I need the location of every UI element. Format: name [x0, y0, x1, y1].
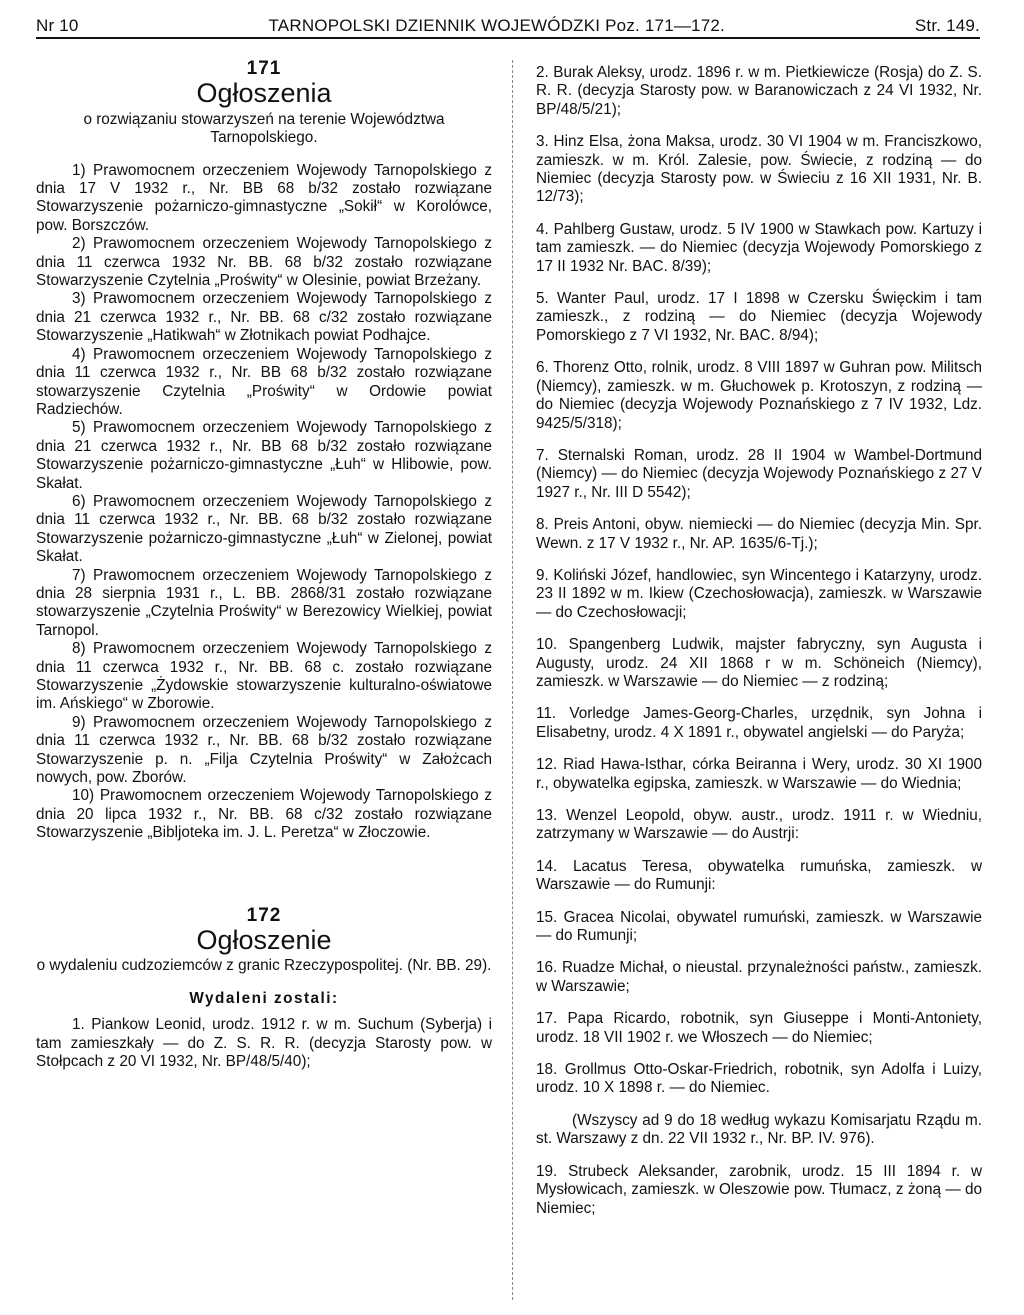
notice-paragraph: 5) Prawomocnem orzeczeniem Wojewody Tarnopolskiego z dnia 21 czerwca 1932 r., Nr. BB 68 b/32 zostało rozwiązane Stowarzyszenie pożarniczo-gimnastyczne „Łuh“ w Hlibowie, pow. Skałat. — [36, 419, 492, 492]
section-subtitle-172: o wydaleniu cudzoziemców z granic Rzeczypospolitej. (Nr. BB. 29). — [36, 957, 492, 975]
expelled-item: 8. Preis Antoni, obyw. niemiecki — do Niemiec (decyzja Min. Spr. Wewn. z 17 V 1932 r., Nr. AP. 1635/6-Tj.); — [536, 516, 982, 552]
notice-paragraph: 7) Prawomocnem orzeczeniem Wojewody Tarnopolskiego z dnia 28 sierpnia 1931 r., L. BB. 2868/31 zostało rozwiązane stowarzyszenie „Czytelnia Proświty“ w Berezowicy Wielkiej, powiat Tarnopol. — [36, 566, 492, 639]
column-divider — [512, 60, 513, 1300]
notice-paragraph: 8) Prawomocnem orzeczeniem Wojewody Tarnopolskiego z dnia 11 czerwca 1932 r., Nr. BB. 68 c. zostało rozwiązane Stowarzyszenie „Żydowskie stowarzyszenie kulturalno-oświatowe im. Ańskiego“ w Zborowie. — [36, 640, 492, 713]
notice-paragraph: 4) Prawomocnem orzeczeniem Wojewody Tarnopolskiego z dnia 11 czerwca 1932 r., Nr. BB 68 b/32 zostało rozwiązane stowarzyszenie Czytelnia „Proświty“ w Ordowie powiat Radziechów. — [36, 345, 492, 418]
expelled-item: 5. Wanter Paul, urodz. 17 I 1898 w Czersku Święckim i tam zamieszk., z rodziną — do Niemiec (decyzja Wojewody Pomorskiego z 7 VI 1932, Nr. BAC. 8/94); — [536, 290, 982, 344]
expelled-item: 3. Hinz Elsa, żona Maksa, urodz. 30 VI 1904 w m. Franciszkowo, zamieszk. w m. Król. Zalesie, pow. Świecie, z rodziną — do Niemiec (decyzja Starosty pow. w Świeciu z 16 XII 1931, Nr. B. 12/73); — [536, 133, 982, 206]
expelled-item: 14. Lacatus Teresa, obywatelka rumuńska, zamieszk. w Warszawie — do Rumunji: — [536, 857, 982, 894]
page-number: Str. 149. — [914, 16, 980, 35]
left-column — [36, 60, 492, 1072]
journal-title: TARNOPOLSKI DZIENNIK WOJEWÓDZKI Poz. 171—172. — [268, 16, 725, 35]
right-column — [536, 64, 982, 1232]
expelled-item: 9. Koliński Józef, handlowiec, syn Wincentego i Katarzyny, urodz. 23 II 1892 w m. Ikiew (Czechosłowacja), zamieszk. w Warszawie — do Czechosłowacji; — [536, 566, 982, 621]
expelled-item: 1. Piankow Leonid, urodz. 1912 r. w m. Suchum (Syberja) i tam zamieszkały — do Z. S. R. R. (decyzja Starosty pow. w Stołpcach z 20 VI 1932, Nr. BP/48/5/40); — [36, 1016, 492, 1071]
expelled-item: 7. Sternalski Roman, urodz. 28 II 1904 w Wambel-Dortmund (Niemcy) — do Niemiec (decyzja Wojewody Poznańskiego z 27 V 1927 r., Nr. III D 5542); — [536, 446, 982, 501]
notice-paragraph: 6) Prawomocnem orzeczeniem Wojewody Tarnopolskiego z dnia 11 czerwca 1932 r., Nr. BB. 68 b/32 zostało rozwiązane Stowarzyszenie pożarniczo-gimnastyczne „Łuh“ w Zielonej, powiat Skałat. — [36, 492, 492, 566]
expelled-item: 12. Riad Hawa-Isthar, córka Beiranna i Wery, urodz. 30 XI 1900 r., obywatelka egipska, zamieszk. w Warszawie — do Wiednia; — [536, 756, 982, 792]
page-header — [36, 16, 980, 42]
expelled-item: 13. Wenzel Leopold, obyw. austr., urodz. 1911 r. w Wiedniu, zatrzymany w Warszawie — do Austrji: — [536, 807, 982, 843]
expelled-item: 2. Burak Aleksy, urodz. 1896 r. w m. Pietkiewicze (Rosja) do Z. S. R. R. (decyzja Starosty pow. w Baranowiczach z 24 VI 1932, Nr. BP/48/5/21); — [536, 64, 982, 118]
section-subtitle-171: o rozwiązaniu stowarzyszeń na terenie Województwa Tarnopolskiego. — [83, 110, 445, 147]
expelled-item: 19. Strubeck Aleksander, zarobnik, urodz. 15 III 1894 r. w Mysłowicach, zamieszk. w Oleszowie pow. Tłumacz, z żoną — do Niemiec; — [536, 1162, 982, 1217]
notice-paragraph: 3) Prawomocnem orzeczeniem Wojewody Tarnopolskiego z dnia 21 czerwca 1932 r., Nr. BB. 68 c/32 zostało rozwiązane Stowarzyszenie „Hatikwah“ w Złotnikach powiat Podhajce. — [36, 290, 492, 345]
section-title-171: Ogłoszenia — [196, 78, 332, 109]
expelled-item: 18. Grollmus Otto-Oskar-Friedrich, robotnik, syn Adolfa i Luizy, urodz. 10 X 1898 r. — do Niemiec. — [536, 1061, 982, 1097]
notice-paragraph: 1) Prawomocnem orzeczeniem Wojewody Tarnopolskiego z dnia 17 V 1932 r., Nr. BB 68 b/32 zostało rozwiązane Stowarzyszenie pożarniczo-gimnastyczne „Sokił“ w Korolówce, pow. Borszczów. — [36, 161, 492, 234]
expelled-item: 11. Vorledge James-Georg-Charles, urzędnik, syn Johna i Elisabetny, urodz. 4 X 1891 r., obywatel angielski — do Paryża; — [536, 705, 982, 741]
decision-note: (Wszyscy ad 9 do 18 według wykazu Komisarjatu Rządu m. st. Warszawy z dn. 22 VII 1932 r., Nr. BP. IV. 976). — [536, 1111, 982, 1148]
section-gap — [36, 843, 492, 907]
section-number-172: 172 — [246, 904, 282, 926]
header-rule — [36, 37, 980, 39]
notice-paragraph: 9) Prawomocnem orzeczeniem Wojewody Tarnopolskiego z dnia 11 czerwca 1932 r., Nr. BB. 68 b/32 zostało rozwiązane Stowarzyszenie p. n. „Filja Czytelnia Proświty“ w Założcach nowych, pow. Zborów. — [36, 713, 492, 787]
notice-paragraph: 10) Prawomocnem orzeczeniem Wojewody Tarnopolskiego z dnia 20 lipca 1932 r., Nr. BB. 68 c/32 zostało rozwiązane Stowarzyszenie „Bibljoteka im. J. L. Peretza“ w Złoczowie. — [36, 787, 492, 842]
notice-paragraph: 2) Prawomocnem orzeczeniem Wojewody Tarnopolskiego z dnia 11 czerwca 1932 Nr. BB. 68 b/32 zostało rozwiązane Stowarzyszenie Czytelnia „Proświty“ w Olesinie, powiat Brzeżany. — [36, 235, 492, 290]
expelled-item: 6. Thorenz Otto, rolnik, urodz. 8 VIII 1897 w Guhran pow. Militsch (Niemcy), zamieszk. w m. Głuchowek p. Krotoszyn, z rodziną — do Niemiec (decyzja Wojewody Poznańskiego z 7 IV 1932, Ldz. 9425/5/318); — [536, 359, 982, 432]
expelled-item: 4. Pahlberg Gustaw, urodz. 5 IV 1900 w Stawkach pow. Kartuzy i tam zamieszk. — do Niemiec (decyzja Wojewody Pomorskiego z 17 II 1932 Nr. BAC. 8/39); — [536, 220, 982, 275]
issue-number: Nr 10 — [36, 16, 79, 35]
section-number-171: 171 — [246, 58, 282, 79]
section-title-172: Ogłoszenie — [196, 925, 332, 956]
expelled-item: 15. Gracea Nicolai, obywatel rumuński, zamieszk. w Warszawie — do Rumunji; — [536, 908, 982, 945]
expelled-heading: Wydaleni zostali: — [189, 989, 339, 1007]
expelled-item: 10. Spangenberg Ludwik, majster fabryczny, syn Augusta i Augusty, urodz. 24 XII 1868 r w m. Schöneich (Niemcy), zamieszk. w Warszawie — do Niemiec — z rodziną; — [536, 636, 982, 690]
expelled-item: 16. Ruadze Michał, o nieustal. przynależności państw., zamieszk. w Warszawie; — [536, 959, 982, 995]
expelled-item: 17. Papa Ricardo, robotnik, syn Giuseppe i Monti-Antoniety, urodz. 18 VII 1902 r. we Włoszech — do Niemiec; — [536, 1010, 982, 1046]
